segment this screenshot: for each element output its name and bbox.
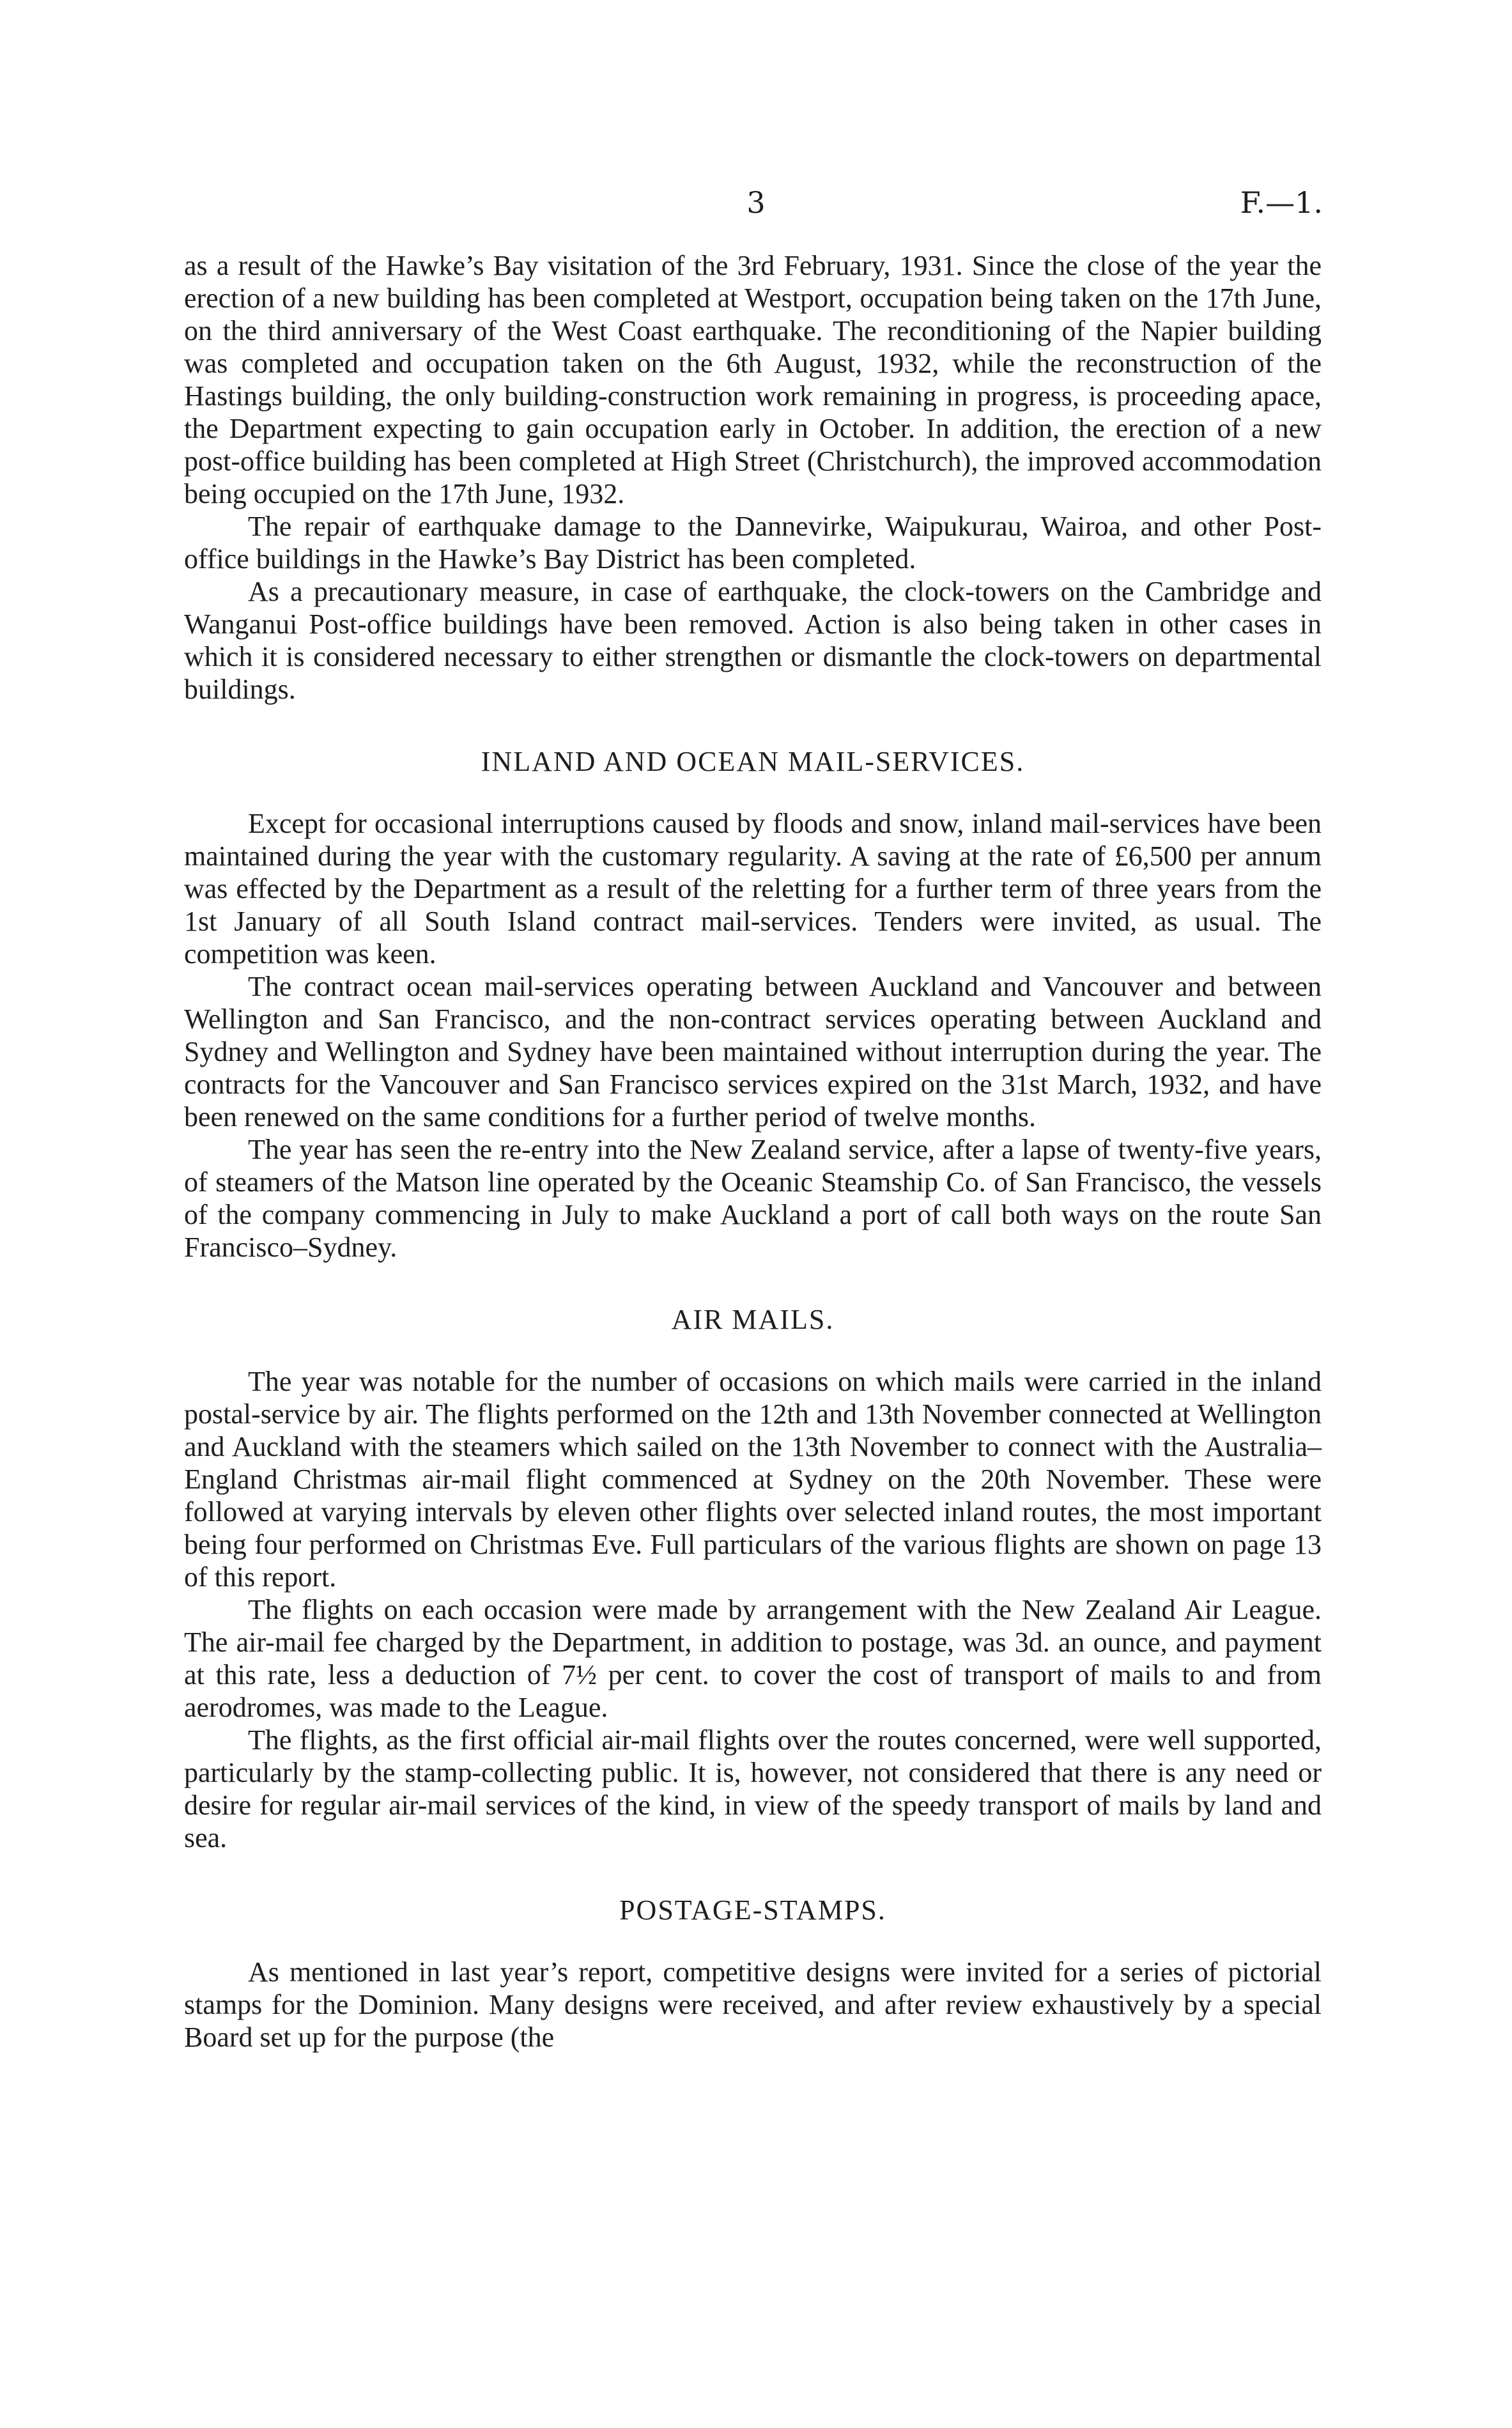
page-number: 3 — [746, 185, 766, 220]
paragraph: The flights, as the first official air-mail flights over the routes concerned, were well supported, particularly by the stamp-collecting public. It is, however, not considered that there is any need or desire for regular air-mail services of the kind, in view of the speedy transport of mails by land and sea. — [184, 1724, 1322, 1853]
paragraph: as a result of the Hawke’s Bay visitation of the 3rd February, 1931. Since the close of the year the erection of a new building has been completed at Westport, occupation being taken on the 17th June, on the third anniversary of the West Coast earthquake. The reconditioning of the Napier building was completed and occupation taken on the 6th August, 1932, while the reconstruction of the Hastings building, the only building-construction work remaining in progress, is proceeding apace, the Department expecting to gain occupation early in October. In addition, the erection of a new post-office building has been completed at High Street (Christchurch), the improved accommodation being occupied on the 17th June, 1932. — [184, 250, 1322, 509]
paragraph: The year has seen the re-entry into the New Zealand service, after a lapse of twenty-five years, of steamers of the Matson line operated by the Oceanic Steamship Co. of San Francisco, the vessels of the company commencing in July to make Auckland a port of call both ways on the route San Francisco–Sydney. — [184, 1134, 1322, 1263]
document-body — [184, 249, 1322, 2053]
paragraph: As a precautionary measure, in case of earthquake, the clock-towers on the Cambridge and Wanganui Post-office buildings have been removed. Action is also being taken in other cases in which it is considered necessary to either strengthen or dismantle the clock-towers on departmental buildings. — [184, 576, 1322, 705]
paragraph: The repair of earthquake damage to the Dannevirke, Waipukurau, Wairoa, and other Post-office buildings in the Hawke’s Bay District has been completed. — [184, 511, 1322, 575]
section-heading: POSTAGE-STAMPS. — [619, 1894, 886, 1926]
section-inland-ocean-mail-services — [184, 745, 1322, 1264]
paragraph: The flights on each occasion were made by arrangement with the New Zealand Air League. The air-mail fee charged by the Department, in addition to postage, was 3d. an ounce, and payment at this rate, less a deduction of 7½ per cent. to cover the cost of transport of mails to and from aerodromes, was made to the League. — [184, 1594, 1322, 1723]
paragraph: The contract ocean mail-services operating between Auckland and Vancouver and between Wellington and San Francisco, and the non-contract services operating between Auckland and Sydney and Wellington and Sydney have been maintained without interruption during the year. The contracts for the Vancouver and San Francisco services expired on the 31st March, 1932, and have been renewed on the same conditions for a further period of twelve months. — [184, 971, 1322, 1133]
section-air-mails — [184, 1303, 1322, 1854]
section-postage-stamps — [184, 1894, 1322, 2053]
paragraph: Except for occasional interruptions caused by floods and snow, inland mail-services have been maintained during the year with the customary regularity. A saving at the rate of £6,500 per annum was effected by the Department as a result of the reletting for a further term of three years from the 1st January of all South Island contract mail-services. Tenders were invited, as usual. The competition was keen. — [184, 808, 1322, 970]
document-reference: F.—1. — [1240, 185, 1323, 220]
paragraph: The year was notable for the number of occasions on which mails were carried in the inland postal-service by air. The flights performed on the 12th and 13th November connected at Wellington and Auckland with the steamers which sailed on the 13th November to connect with the Australia–England Christmas air-mail flight commenced at Sydney on the 20th November. These were followed at varying intervals by eleven other flights over selected inland routes, the most important being four performed on Christmas Eve. Full particulars of the various flights are shown on page 13 of this report. — [184, 1366, 1322, 1593]
section-heading: INLAND AND OCEAN MAIL-SERVICES. — [481, 746, 1025, 777]
section-heading: AIR MAILS. — [671, 1304, 835, 1335]
section-buildings — [184, 249, 1322, 706]
paragraph: As mentioned in last year’s report, competitive designs were invited for a series of pictorial stamps for the Dominion. Many designs were received, and after review exhaustively by a special Board set up for the purpose (the — [184, 1956, 1322, 2053]
